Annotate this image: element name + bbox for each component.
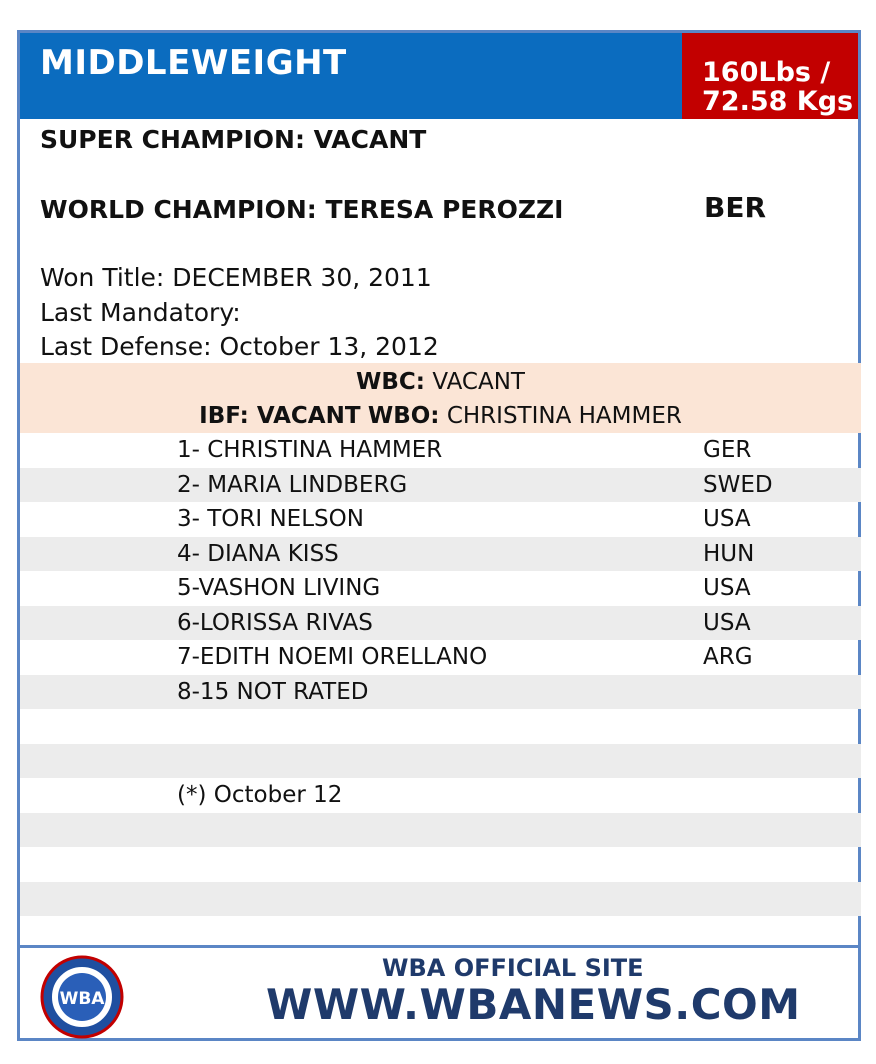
fighter-name: 2- MARIA LINDBERG: [177, 471, 408, 498]
fighter-country: ARG: [703, 644, 753, 670]
ranking-row: [20, 778, 861, 813]
weight-limit-box: [682, 33, 858, 119]
fighter-name: 4- DIANA KISS: [177, 540, 339, 567]
site-label: WBA OFFICIAL SITE: [382, 954, 644, 982]
fighter-name: 7-EDITH NOEMI ORELLANO: [177, 644, 488, 670]
wbo-value: CHRISTINA HAMMER: [446, 403, 682, 429]
fighter-country: USA: [703, 609, 751, 636]
division-header: [20, 33, 858, 119]
wba-logo-icon: [40, 955, 124, 1039]
ranking-row: [20, 744, 861, 779]
fighter-country: GER: [703, 437, 752, 463]
fighter-country: USA: [703, 506, 751, 532]
super-champion: SUPER CHAMPION: VACANT: [40, 125, 427, 154]
world-champion: WORLD CHAMPION: TERESA PEROZZI: [40, 195, 564, 224]
last-mandatory: Last Mandatory:: [40, 298, 241, 327]
ranking-row: [20, 606, 861, 641]
division-title: MIDDLEWEIGHT: [40, 43, 347, 83]
other-belts-band: [20, 363, 861, 433]
ranking-row: [20, 537, 861, 572]
fighter-name: 1- CHRISTINA HAMMER: [177, 437, 443, 463]
ranking-row: [20, 640, 861, 675]
wbc-line: [20, 369, 861, 395]
rankings-list: [20, 433, 861, 916]
fighter-name: 5-VASHON LIVING: [177, 575, 381, 601]
won-title: Won Title: DECEMBER 30, 2011: [40, 263, 432, 292]
ranking-row: [20, 847, 861, 882]
weight-lbs: 160Lbs /: [702, 57, 831, 88]
last-defense: Last Defense: October 13, 2012: [40, 332, 439, 361]
fighter-country: SWED: [703, 471, 773, 498]
wbo-label: WBO:: [367, 403, 440, 429]
fighter-name: 3- TORI NELSON: [177, 506, 364, 532]
logo-text: WBA: [59, 989, 105, 1009]
rankings-card: [17, 30, 861, 1041]
fighter-country: USA: [703, 575, 751, 601]
footnote: (*) October 12: [177, 782, 343, 808]
fighter-name: 8-15 NOT RATED: [177, 678, 369, 705]
ranking-row: [20, 813, 861, 848]
ranking-row: [20, 433, 861, 468]
wbc-value: VACANT: [432, 369, 525, 395]
ranking-row: [20, 709, 861, 744]
site-url-link[interactable]: WWW.WBANEWS.COM: [266, 980, 801, 1029]
fighter-name: 6-LORISSA RIVAS: [177, 609, 373, 636]
ranking-row: [20, 675, 861, 710]
ranking-row: [20, 882, 861, 917]
weight-kgs: 72.58 Kgs: [702, 86, 854, 117]
ibf-label: IBF: VACANT: [199, 403, 361, 429]
footer-divider: [20, 945, 858, 948]
fighter-country: HUN: [703, 540, 755, 567]
ranking-row: [20, 571, 861, 606]
ranking-row: [20, 502, 861, 537]
wbc-label: WBC:: [356, 369, 426, 395]
world-champion-country: BER: [704, 191, 767, 224]
ranking-row: [20, 468, 861, 503]
ibf-wbo-line: [20, 403, 861, 429]
